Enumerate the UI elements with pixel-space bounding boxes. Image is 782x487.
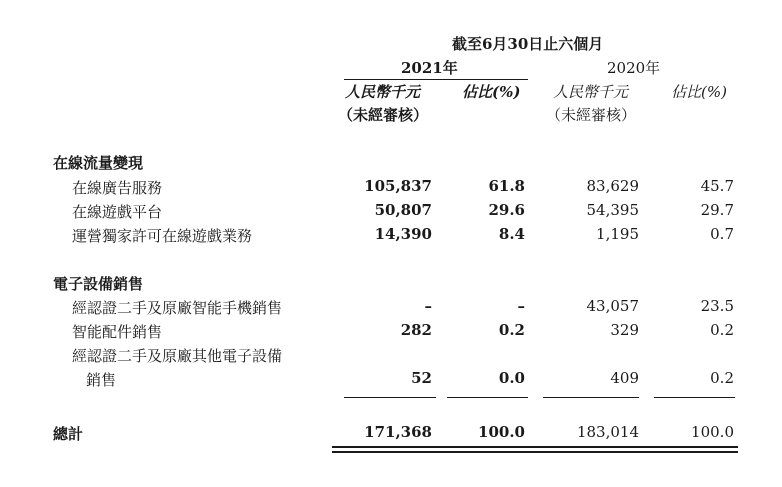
col-2020-rmb: 人民幣千元 [553,83,629,101]
pct-2020: 45.7 [700,177,734,195]
value-2020: 329 [610,321,639,339]
total-2020: 183,014 [576,423,639,441]
row-label: 在線廣告服務 [72,179,163,197]
value-2021: – [424,297,432,315]
pct-2021: 0.0 [498,369,525,387]
pct-2020: 0.2 [710,321,734,339]
pct-2020: 29.7 [700,201,734,219]
total-double-rule [332,451,738,453]
pct-2021: – [517,297,525,315]
pct-2020: 23.5 [700,297,734,315]
pct-2020: 0.7 [710,225,734,243]
total-pct-2021: 100.0 [478,423,525,441]
subtotal-rule [447,397,528,398]
value-2020: 54,395 [586,201,639,219]
row-label-continuation: 銷售 [86,371,117,389]
total-2021: 171,368 [364,423,432,441]
period-header: 截至6月30日止六個月 [452,35,604,53]
col-2020-pct: 佔比(%) [671,83,727,101]
value-2020: 409 [610,369,639,387]
row-label: 經認證二手及原廠智能手機銷售 [72,299,283,317]
section-title: 電子設備銷售 [53,275,144,293]
col-2020-unaudited: （未經審核） [546,106,637,124]
value-2021: 282 [400,321,432,339]
subtotal-rule [654,397,735,398]
pct-2021: 29.6 [488,201,525,219]
value-2020: 83,629 [586,177,639,195]
value-2021: 52 [411,369,432,387]
header-rule-2021 [344,79,528,80]
section-title: 在線流量變現 [53,154,144,172]
year-2021-header: 2021年 [401,59,458,77]
subtotal-rule [344,397,436,398]
row-label: 經認證二手及原廠其他電子設備 [72,347,283,365]
year-2020-header: 2020年 [607,59,661,77]
pct-2021: 8.4 [498,225,525,243]
row-label: 智能配件銷售 [72,323,163,341]
col-2021-pct: 佔比(%) [462,83,521,101]
value-2020: 43,057 [586,297,639,315]
value-2021: 105,837 [364,177,432,195]
value-2020: 1,195 [596,225,639,243]
col-2021-rmb: 人民幣千元 [345,83,421,101]
value-2021: 14,390 [374,225,432,243]
row-label: 運營獨家許可在線遊戲業務 [72,227,253,245]
total-double-rule [332,446,738,448]
value-2021: 50,807 [374,201,432,219]
pct-2020: 0.2 [710,369,734,387]
subtotal-rule [543,397,639,398]
total-pct-2020: 100.0 [691,423,734,441]
total-label: 總計 [53,425,84,443]
pct-2021: 0.2 [498,321,525,339]
pct-2021: 61.8 [488,177,525,195]
row-label: 在線遊戲平台 [72,203,163,221]
col-2021-unaudited: （未經審核） [338,106,429,124]
